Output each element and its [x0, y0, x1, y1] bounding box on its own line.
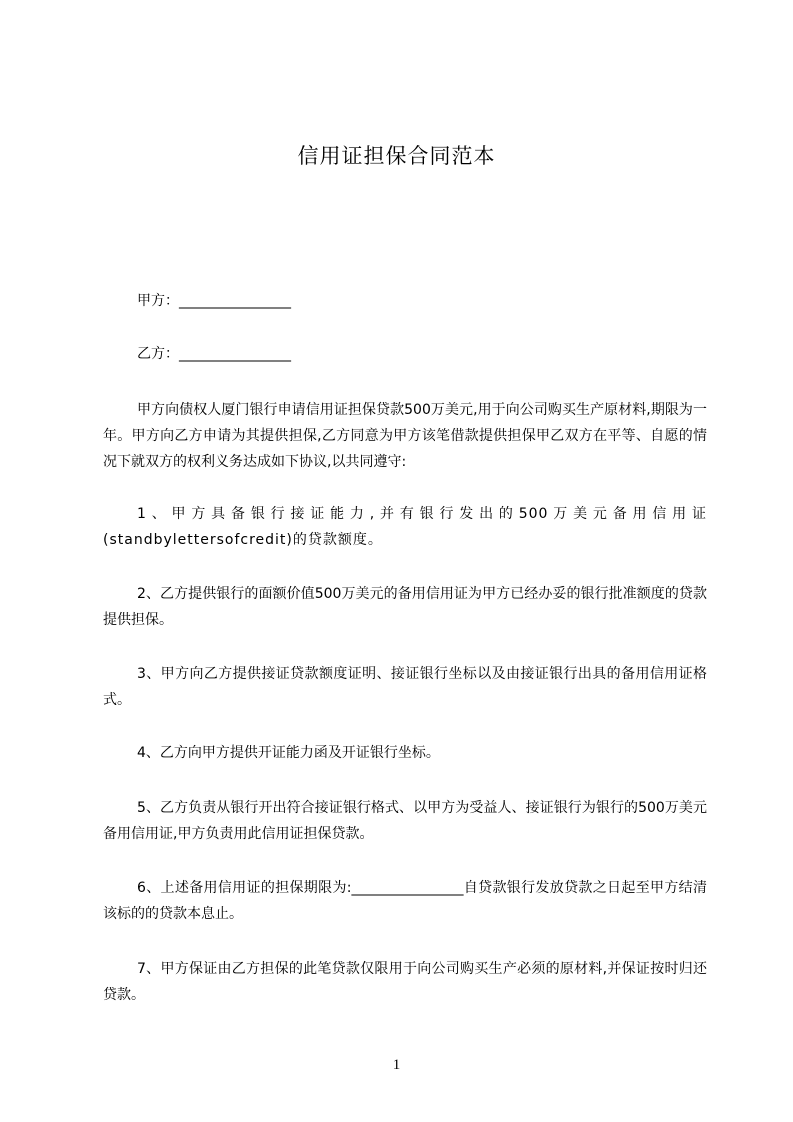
- clause-4: 4、乙方向甲方提供开证能力函及开证银行坐标。: [137, 745, 440, 761]
- clause-7: 7、甲方保证由乙方担保的此笔贷款仅限用于向公司购买生产必须的原材料,并保证按时归还贷款。: [103, 961, 707, 1003]
- clause-5: 5、乙方负责从银行开出符合接证银行格式、以甲方为受益人、接证银行为银行的500万美元备用信用证,甲方负责用此信用证担保贷款。: [103, 800, 707, 842]
- page-number: 1: [392, 1057, 401, 1073]
- clause-3: 3、甲方向乙方提供接证贷款额度证明、接证银行坐标以及由接证银行出具的备用信用证格式。: [103, 666, 707, 708]
- clause-2: 2、乙方提供银行的面额价值500万美元的备用信用证为甲方已经办妥的银行批准额度的贷款提供担保。: [103, 586, 707, 628]
- clause-6: 6、上述备用信用证的担保期限为:________________自贷款银行发放贷款之日起至甲方结清该标的的贷款本息止。: [103, 880, 707, 922]
- party-b-field: 乙方：________________: [137, 346, 291, 362]
- party-a-field: 甲方：________________: [137, 293, 291, 309]
- document-title: 信用证担保合同范本: [297, 144, 496, 168]
- clause-1: 1、甲方具备银行接证能力,并有银行发出的500万美元备用信用证(standbylettersofcredit)的贷款额度。: [103, 506, 707, 548]
- intro-paragraph: 甲方向债权人厦门银行申请信用证担保贷款500万美元,用于向公司购买生产原材料,期限为一年。甲方向乙方申请为其提供担保,乙方同意为甲方该笔借款提供担保甲乙双方在平等、自愿的情况下就双方的权利义务达成如下协议,以共同遵守:: [103, 402, 707, 470]
